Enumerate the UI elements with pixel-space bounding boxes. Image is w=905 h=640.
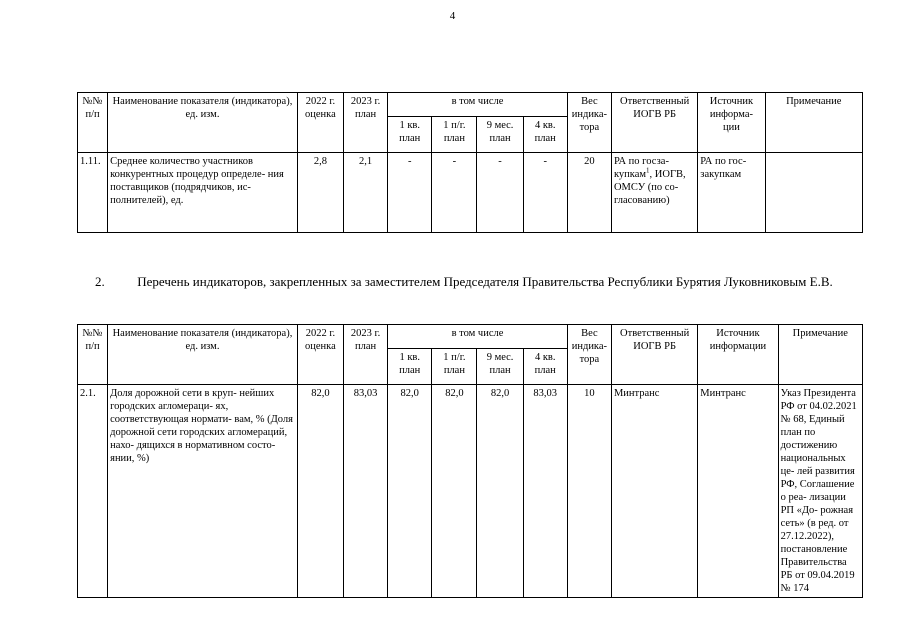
header-weight: Вес индика- тора xyxy=(567,93,611,153)
table-row xyxy=(78,385,863,598)
header-note: Примечание xyxy=(765,93,862,153)
header-name: Наименование показателя (индикатора), ед. изм. xyxy=(108,93,298,153)
header-including: в том числе xyxy=(388,325,568,349)
header-q4: 4 кв. план xyxy=(523,349,567,385)
footnote-mark: 1 xyxy=(646,166,650,175)
cell-9m: - xyxy=(477,153,523,233)
cell-q1: - xyxy=(388,153,432,233)
header-q1: 1 кв. план xyxy=(388,349,432,385)
header-h1: 1 п/г. план xyxy=(432,117,477,153)
section-number: 2. xyxy=(95,274,105,289)
cell-num: 1.11. xyxy=(78,153,108,233)
cell-name: Доля дорожной сети в круп- нейших городских агломераци- ях, соответствующая нормати- вам, % (Доля дорожной сети городских агломераций, нахо- дящихся в нормативном состо- янии, %) xyxy=(108,385,298,598)
header-2023: 2023 г. план xyxy=(344,325,388,385)
header-note: Примечание xyxy=(778,325,862,385)
cell-note: Указ Президента РФ от 04.02.2021 № 68, Единый план по достижению национальных це- лей развития РФ, Соглашение о реа- лизации РП «До- рожная сеть» (в ред. от 27.12.2022), постановление Правительства РБ от 09.04.2019 № 174 xyxy=(778,385,862,598)
header-9m: 9 мес. план xyxy=(477,117,523,153)
page-number: 4 xyxy=(449,10,456,22)
cell-2023: 83,03 xyxy=(344,385,388,598)
indicator-table-1 xyxy=(77,92,863,233)
header-9m: 9 мес. план xyxy=(477,349,523,385)
header-including: в том числе xyxy=(388,93,568,117)
header-2023: 2023 г. план xyxy=(344,93,388,153)
cell-2022: 82,0 xyxy=(297,385,343,598)
header-q4: 4 кв. план xyxy=(523,117,567,153)
cell-h1: - xyxy=(432,153,477,233)
header-2022: 2022 г. оценка xyxy=(297,93,343,153)
cell-responsible: Минтранс xyxy=(611,385,697,598)
cell-source: Минтранс xyxy=(698,385,778,598)
cell-9m: 82,0 xyxy=(477,385,523,598)
header-num: №№ п/п xyxy=(78,325,108,385)
table-row xyxy=(78,153,863,233)
cell-source: РА по гос- закупкам xyxy=(698,153,765,233)
header-h1: 1 п/г. план xyxy=(432,349,477,385)
cell-q1: 82,0 xyxy=(388,385,432,598)
indicator-table-2 xyxy=(77,324,863,598)
cell-2023: 2,1 xyxy=(344,153,388,233)
section-title: Перечень индикаторов, закрепленных за заместителем Председателя Правительства Республики Бурятия Луковниковым Е.В. xyxy=(137,274,833,289)
responsible-text-b: , ИОГВ, ОМСУ (по со- гласованию) xyxy=(613,169,686,206)
header-q1: 1 кв. план xyxy=(388,117,432,153)
header-responsible: Ответственный ИОГВ РБ xyxy=(611,325,697,385)
header-source: Источник информации xyxy=(698,325,778,385)
cell-q4: - xyxy=(523,153,567,233)
header-num: №№ п/п xyxy=(78,93,108,153)
cell-responsible xyxy=(611,153,697,233)
header-name: Наименование показателя (индикатора), ед. изм. xyxy=(108,325,298,385)
cell-q4: 83,03 xyxy=(523,385,567,598)
cell-2022: 2,8 xyxy=(297,153,343,233)
header-source: Источник информа- ции xyxy=(698,93,765,153)
cell-h1: 82,0 xyxy=(432,385,477,598)
cell-num: 2.1. xyxy=(78,385,108,598)
header-weight: Вес индика- тора xyxy=(567,325,611,385)
cell-weight: 10 xyxy=(567,385,611,598)
cell-weight: 20 xyxy=(567,153,611,233)
section-heading xyxy=(77,274,863,290)
header-responsible: Ответственный ИОГВ РБ xyxy=(611,93,697,153)
responsible-text-a: РА по госза- купкам xyxy=(613,156,669,180)
header-2022: 2022 г. оценка xyxy=(297,325,343,385)
cell-name: Среднее количество участников конкурентных процедур определе- ния поставщиков (подрядчиков, ис- полнителей), ед. xyxy=(108,153,298,233)
cell-note xyxy=(765,153,862,233)
